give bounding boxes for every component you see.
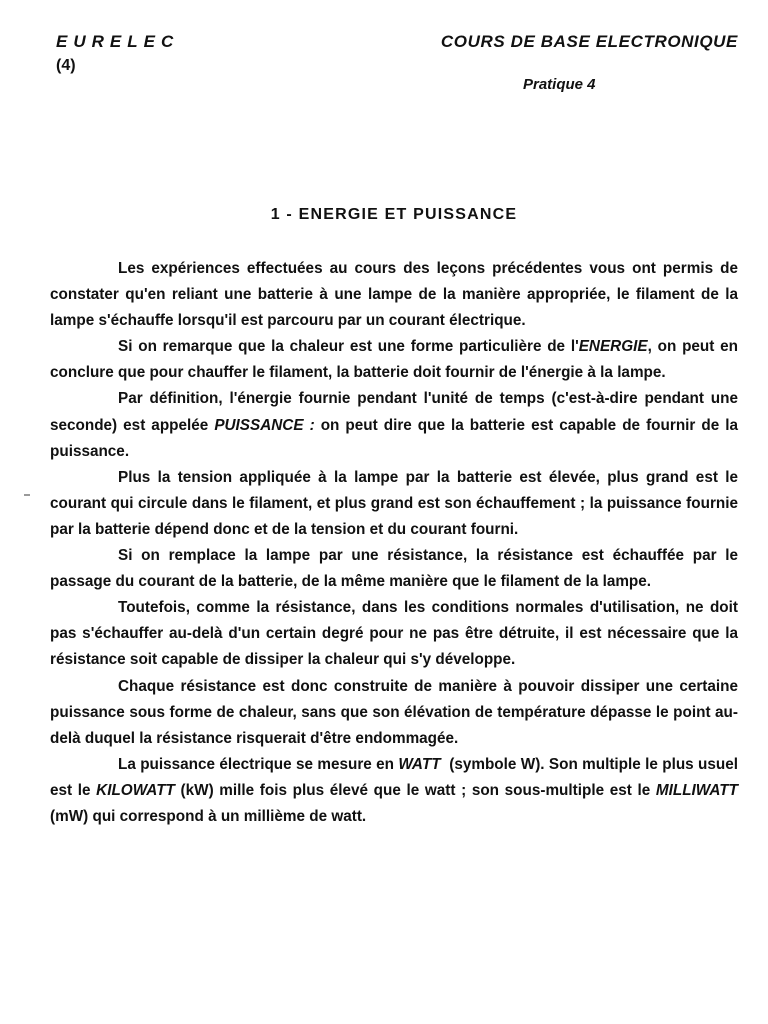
- paragraph-8: [50, 752, 743, 830]
- paragraph-3: [50, 386, 738, 464]
- header-course-title: COURS DE BASE ELECTRONIQUE: [440, 32, 738, 51]
- paragraph-2-text-b: , on peut en conclure que pour chauffer le filament, la batterie doit fournir de l'énergie à la lampe.: [50, 338, 738, 382]
- paragraph-3-text-b: on peut dire que la batterie est capable de fournir de la puissance.: [50, 416, 739, 460]
- header-lesson-number: (4): [56, 57, 76, 74]
- paragraph-2: [50, 334, 738, 386]
- paragraph-8-text-b: (symbole W). Son multiple le plus usuel est le: [50, 755, 743, 799]
- section-title: 1 - ENERGIE ET PUISSANCE: [270, 206, 518, 223]
- paragraph-8-text-d: (mW) qui correspond à un millième de watt.: [50, 807, 367, 825]
- scan-mark: [24, 494, 30, 496]
- paragraph-8-emphasis-watt: WATT: [398, 755, 441, 773]
- paragraph-8-text-c: (kW) mille fois plus élevé que le watt ; son sous-multiple est le: [174, 781, 656, 799]
- paragraph-1: Les expériences effectuées au cours des leçons précédentes vous ont permis de constater qu'en reliant une batterie à une lampe de la manière appropriée, le filament de la lampe s'échauffe lorsqu'il est parcouru par un courant électrique.: [50, 260, 738, 330]
- paragraph-2-text-a: Si on remarque que la chaleur est une forme particulière de l': [118, 338, 579, 356]
- paragraph-6: Toutefois, comme la résistance, dans les conditions normales d'utilisation, ne doit pas s'échauffer au-delà d'un certain degré pour ne pas être détruite, il est nécessaire que la résistance soit capable de dissiper la chaleur qui s'y développe.: [50, 599, 738, 669]
- paragraph-4: Plus la tension appliquée à la lampe par la batterie est élevée, plus grand est le courant qui circule dans le filament, et plus grand est son échauffement ; la puissance fournie par la batterie dépend donc et de la tension et du courant fourni.: [50, 468, 738, 538]
- paragraph-8-emphasis-kilowatt: KILOWATT: [96, 781, 175, 799]
- paragraph-2-emphasis: ENERGIE: [578, 338, 648, 356]
- paragraph-8-emphasis-milliwatt: MILLIWATT: [655, 781, 738, 799]
- paragraph-3-text-a: Par définition, l'énergie fournie pendant l'unité de temps (c'est-à-dire pendant une seconde) est appelée: [50, 390, 738, 434]
- header-section: Pratique 4: [523, 76, 596, 93]
- paragraph-7: Chaque résistance est donc construite de manière à pouvoir dissiper une certaine puissance sous forme de chaleur, sans que son élévation de température dépasse le point au-delà duquel la résistance risquerait d'être endommagée.: [50, 677, 738, 747]
- paragraph-5: Si on remplace la lampe par une résistance, la résistance est échauffée par le passage du courant de la batterie, de la même manière que le filament de la lampe.: [50, 547, 738, 591]
- paragraph-3-emphasis: PUISSANCE :: [214, 416, 315, 434]
- body-text: [50, 256, 743, 830]
- header-publisher: EURELEC: [56, 32, 180, 51]
- paragraph-8-text-a: La puissance électrique se mesure en: [118, 755, 399, 773]
